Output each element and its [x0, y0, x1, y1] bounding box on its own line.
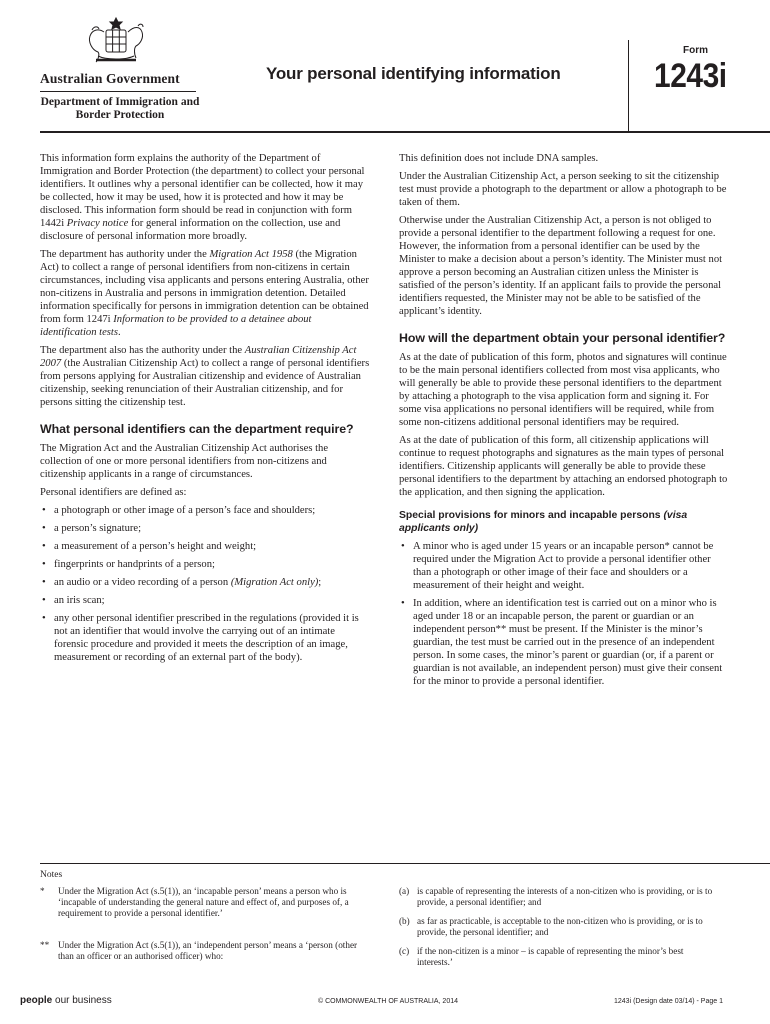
list-item: • fingerprints or handprints of a person;	[40, 558, 370, 571]
list-item: • any other personal identifier prescribed in the regulations (provided it is not an identifier that would involve the carrying out of an intimate forensic procedure and provided it meets the description of an image, measurement or recording of an external part of the body).	[40, 612, 370, 664]
list-item: • an iris scan;	[40, 594, 370, 607]
left-column	[40, 152, 370, 669]
list-item: • an audio or a video recording of a person (Migration Act only);	[40, 576, 370, 589]
intro-paragraph: This information form explains the authority of the Department of Immigration and Border Protection (the department) to collect your personal identifiers. It outlines why a personal identifier can be collected, how it may be collected, how it may be used, how it is protected and how it may be disclosed. This information form should be read in conjunction with form 1442i Privacy notice for general information on the collection, use and disclosure of personal information more broadly.	[40, 153, 365, 242]
footer-brand: people our business	[20, 995, 112, 1006]
footer-page-info: 1243i (Design date 03/14) - Page 1	[614, 998, 723, 1005]
migration-act-paragraph: The department has authority under the Migration Act 1958 (the Migration Act) to collect a range of personal identifiers from non-citizens in certain circumstances, including visa applicants and persons entering Australia, other non-citizens in Australia and persons in immigration detention. Detailed information specifically for persons in immigration detention can be obtained from form 1247i Information to be provided to a detainee about identification tests.	[40, 249, 369, 338]
right-column	[399, 152, 729, 693]
not-obliged-paragraph: Otherwise under the Australian Citizenship Act, a person is not obliged to provide a personal identifier to the department following a request for one. However, the information from a personal identifier can be used by the Minister to make a decision about a person’s identity. The Minister must not approve a person becoming an Australian citizen unless the Minister is satisfied of the person’s identity. If an applicant fails to provide the personal identifiers requested, the Minister may not be able to be satisfied of the applicant’s identity.	[399, 215, 723, 317]
identifiers-list	[40, 504, 370, 664]
list-item: • a person’s signature;	[40, 522, 370, 535]
form-number: 1243i	[654, 57, 727, 95]
list-item: • a photograph or other image of a person’s face and shoulders;	[40, 504, 370, 517]
list-item: • a measurement of a person’s height and weight;	[40, 540, 370, 553]
notes-title: Notes	[40, 870, 63, 880]
page-title: Your personal identifying information	[266, 64, 561, 83]
footer-copyright: © COMMONWEALTH OF AUSTRALIA, 2014	[318, 998, 458, 1005]
section-heading-identifiers: What personal identifiers can the department require?	[40, 422, 354, 436]
citizenship-test-paragraph: Under the Australian Citizenship Act, a person seeking to sit the citizenship test must provide a photograph to the department or allow a photograph to be taken of them.	[399, 171, 727, 208]
department-name: Department of Immigration and Border Protection	[40, 96, 200, 121]
form-divider	[628, 40, 629, 132]
section-heading-obtain: How will the department obtain your personal identifier?	[399, 331, 726, 345]
citizenship-act-paragraph: The department also has the authority under the Australian Citizenship Act 2007 (the Australian Citizenship Act) to collect a range of personal identifiers from persons applying for Australian citizenship and evidence of Australian citizenship, seeking renunciation of their Australian citizenship, and for persons sitting the citizenship test.	[40, 345, 370, 408]
privacy-notice-link: Privacy notice	[66, 218, 129, 229]
definition-lead: Personal identifiers are defined as:	[40, 487, 187, 498]
form-label: Form	[683, 45, 708, 56]
citizenship-identifiers-paragraph: As at the date of publication of this form, all citizenship applications will continue to request photographs and signatures as the main types of personal identifiers. Citizenship applicants will generally be able to provide these personal identifiers to the department by attaching an endorsed photograph to the application, and then signing the application.	[399, 435, 728, 498]
notes-rule	[40, 863, 770, 864]
government-rule	[40, 91, 196, 92]
identifiers-paragraph: The Migration Act and the Australian Citizenship Act authorises the collection of one or more personal identifiers from non-citizens and citizenship applicants in a range of circumstances.	[40, 443, 329, 480]
header-rule	[40, 131, 770, 133]
government-name: Australian Government	[40, 71, 180, 86]
coat-of-arms-icon	[78, 16, 154, 70]
subheading-minors: Special provisions for minors and incapable persons (visa applicants only)	[399, 510, 688, 534]
list-item: • A minor who is aged under 15 years or an incapable person* cannot be required under the Migration Act to provide a personal identifier other than a photograph or other image of their face and shoulders or a measurement of their height and weight.	[399, 540, 729, 592]
minors-list	[399, 540, 729, 688]
dna-paragraph: This definition does not include DNA samples.	[399, 153, 599, 164]
visa-identifiers-paragraph: As at the date of publication of this form, photos and signatures will continue to be the main personal identifiers collected from most visa applicants, who will generally be able to provide these personal identifiers to the department by attaching a photograph to the visa application form and signing it. For some visa applications no personal identifiers will be required, while from some non-citizens additional personal identifiers may be required.	[399, 352, 727, 428]
list-item: • In addition, where an identification test is carried out on a minor who is aged under 18 or an incapable person, the parent or guardian or an independent person** must be present. If the Minister is the minor’s guardian, the test must be carried out in the presence of an independent person. In some cases, the minor’s parent or guardian (or, if a parent or guardian is not available, an independent person) must give their consent for the minor to provide a personal identifier.	[399, 597, 729, 688]
